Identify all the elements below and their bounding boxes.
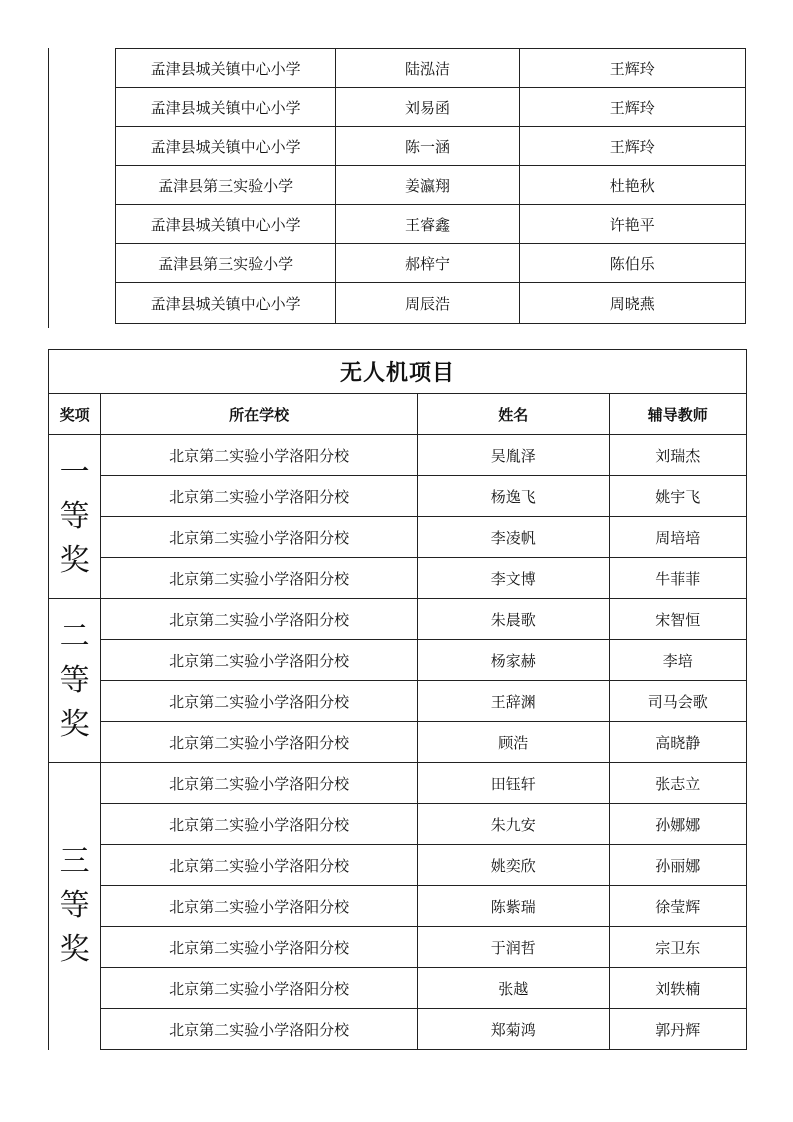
teacher-cell: 杜艳秋	[519, 166, 745, 205]
table-row	[49, 927, 747, 968]
name-cell: 姚奕欣	[418, 845, 610, 886]
name-cell: 陆泓洁	[336, 49, 519, 88]
school-cell: 北京第二实验小学洛阳分校	[101, 886, 418, 927]
top-table-left-border	[48, 48, 49, 328]
table-row	[49, 599, 747, 640]
teacher-cell: 牛菲菲	[609, 558, 746, 599]
table-row	[49, 435, 747, 476]
table-row	[116, 88, 746, 127]
table-title: 无人机项目	[49, 350, 747, 394]
table-row	[116, 205, 746, 244]
table-row	[116, 283, 746, 324]
name-cell: 刘易函	[336, 88, 519, 127]
school-cell: 孟津县城关镇中心小学	[116, 127, 336, 166]
school-cell: 北京第二实验小学洛阳分校	[101, 968, 418, 1009]
table-row	[49, 886, 747, 927]
school-cell: 孟津县城关镇中心小学	[116, 88, 336, 127]
award-second-prize: 二 等 奖	[49, 599, 101, 763]
teacher-cell: 王辉玲	[519, 127, 745, 166]
name-cell: 朱九安	[418, 804, 610, 845]
teacher-cell: 宗卫东	[609, 927, 746, 968]
teacher-cell: 许艳平	[519, 205, 745, 244]
school-cell: 孟津县城关镇中心小学	[116, 283, 336, 324]
name-cell: 吴胤泽	[418, 435, 610, 476]
award-first-prize: 一 等 奖	[49, 435, 101, 599]
school-cell: 北京第二实验小学洛阳分校	[101, 1009, 418, 1050]
teacher-cell: 孙娜娜	[609, 804, 746, 845]
name-cell: 朱晨歌	[418, 599, 610, 640]
table-row	[116, 127, 746, 166]
name-cell: 郑菊鸿	[418, 1009, 610, 1050]
teacher-cell: 司马会歌	[609, 681, 746, 722]
table-row	[116, 49, 746, 88]
header-name: 姓名	[418, 394, 610, 435]
name-cell: 李凌帆	[418, 517, 610, 558]
table-row	[49, 845, 747, 886]
teacher-cell: 徐莹辉	[609, 886, 746, 927]
school-cell: 北京第二实验小学洛阳分校	[101, 804, 418, 845]
header-teacher: 辅导教师	[609, 394, 746, 435]
teacher-cell: 刘轶楠	[609, 968, 746, 1009]
teacher-cell: 姚宇飞	[609, 476, 746, 517]
school-cell: 孟津县城关镇中心小学	[116, 205, 336, 244]
name-cell: 顾浩	[418, 722, 610, 763]
teacher-cell: 孙丽娜	[609, 845, 746, 886]
table-row	[116, 244, 746, 283]
name-cell: 郝梓宁	[336, 244, 519, 283]
teacher-cell: 周晓燕	[519, 283, 745, 324]
table-row	[49, 763, 747, 804]
table-row	[116, 166, 746, 205]
table-row	[49, 681, 747, 722]
name-cell: 姜瀛翔	[336, 166, 519, 205]
name-cell: 陈一涵	[336, 127, 519, 166]
teacher-cell: 陈伯乐	[519, 244, 745, 283]
table-row	[49, 968, 747, 1009]
teacher-cell: 张志立	[609, 763, 746, 804]
name-cell: 张越	[418, 968, 610, 1009]
school-cell: 北京第二实验小学洛阳分校	[101, 476, 418, 517]
school-cell: 北京第二实验小学洛阳分校	[101, 435, 418, 476]
table-row	[49, 517, 747, 558]
school-cell: 孟津县第三实验小学	[116, 244, 336, 283]
table-row	[49, 640, 747, 681]
school-cell: 北京第二实验小学洛阳分校	[101, 558, 418, 599]
table-row	[49, 722, 747, 763]
name-cell: 王睿鑫	[336, 205, 519, 244]
name-cell: 陈紫瑞	[418, 886, 610, 927]
school-cell: 北京第二实验小学洛阳分校	[101, 845, 418, 886]
name-cell: 田钰轩	[418, 763, 610, 804]
teacher-cell: 王辉玲	[519, 49, 745, 88]
school-cell: 孟津县城关镇中心小学	[116, 49, 336, 88]
table-row	[49, 1009, 747, 1050]
teacher-cell: 刘瑞杰	[609, 435, 746, 476]
school-cell: 北京第二实验小学洛阳分校	[101, 681, 418, 722]
award-third-prize: 三 等 奖	[49, 763, 101, 1050]
continued-results-table	[115, 48, 746, 324]
name-cell: 王辞渊	[418, 681, 610, 722]
header-award: 奖项	[49, 394, 101, 435]
teacher-cell: 郭丹辉	[609, 1009, 746, 1050]
table-row	[49, 558, 747, 599]
drone-project-table	[48, 349, 747, 1050]
header-row	[49, 394, 747, 435]
teacher-cell: 王辉玲	[519, 88, 745, 127]
school-cell: 北京第二实验小学洛阳分校	[101, 640, 418, 681]
school-cell: 北京第二实验小学洛阳分校	[101, 722, 418, 763]
name-cell: 周辰浩	[336, 283, 519, 324]
school-cell: 北京第二实验小学洛阳分校	[101, 599, 418, 640]
table-row	[49, 804, 747, 845]
table-row	[49, 476, 747, 517]
name-cell: 杨逸飞	[418, 476, 610, 517]
school-cell: 北京第二实验小学洛阳分校	[101, 927, 418, 968]
school-cell: 北京第二实验小学洛阳分校	[101, 517, 418, 558]
header-school: 所在学校	[101, 394, 418, 435]
teacher-cell: 高晓静	[609, 722, 746, 763]
name-cell: 李文博	[418, 558, 610, 599]
teacher-cell: 周培培	[609, 517, 746, 558]
school-cell: 孟津县第三实验小学	[116, 166, 336, 205]
teacher-cell: 李培	[609, 640, 746, 681]
school-cell: 北京第二实验小学洛阳分校	[101, 763, 418, 804]
name-cell: 杨家赫	[418, 640, 610, 681]
teacher-cell: 宋智恒	[609, 599, 746, 640]
name-cell: 于润哲	[418, 927, 610, 968]
